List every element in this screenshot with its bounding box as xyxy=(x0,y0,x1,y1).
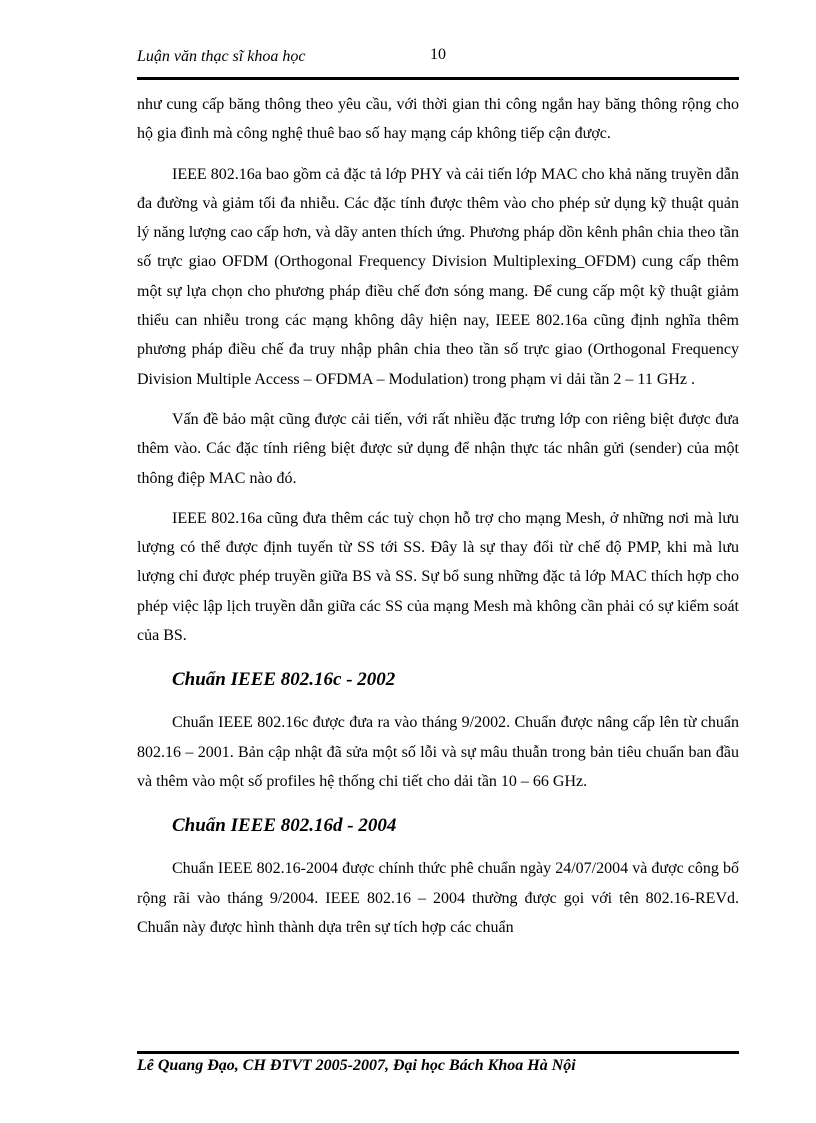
section-heading-802-16c: Chuẩn IEEE 802.16c - 2002 xyxy=(172,669,396,691)
paragraph-security: Vấn đề bảo mật cũng được cải tiến, với rất nhiều đặc trưng lớp con riêng biệt được đưa thêm vào. Các đặc tính riêng biệt được sử dụng để nhận thực tác nhân gửi (sender) của một thông điệp MAC nào đó. xyxy=(137,410,739,487)
header-title: Luận văn thạc sĩ khoa học xyxy=(137,48,306,65)
paragraph-mesh: IEEE 802.16a cũng đưa thêm các tuỳ chọn hỗ trợ cho mạng Mesh, ở những nơi mà lưu lượng có thể được định tuyến từ SS tới SS. Đây là sự thay đổi từ chế độ PMP, khi mà lưu lượng chỉ được phép truyền giữa BS và SS. Sự bổ sung những đặc tả lớp MAC thích hợp cho phép việc lập lịch truyền dẫn giữa các SS của mạng Mesh mà không cần phải có sự kiểm soát của BS. xyxy=(137,509,739,645)
paragraph-802-16c: Chuẩn IEEE 802.16c được đưa ra vào tháng 9/2002. Chuẩn được nâng cấp lên từ chuẩn 802.16 – 2001. Bản cập nhật đã sửa một số lỗi và sự mâu thuẫn trong bản tiêu chuẩn ban đầu và thêm vào một số profiles hệ thống chi tiết cho dải tần 10 – 66 GHz. xyxy=(137,714,739,790)
section-heading-802-16d: Chuẩn IEEE 802.16d - 2004 xyxy=(172,815,397,837)
page-header xyxy=(137,48,739,72)
page-body xyxy=(137,90,739,953)
paragraph-continuation: như cung cấp băng thông theo yêu cầu, với thời gian thi công ngắn hay băng thông rộng cho hộ gia đình mà công nghệ thuê bao số hay mạng cáp không tiếp cận được. xyxy=(137,96,739,143)
paragraph-802-16d: Chuẩn IEEE 802.16-2004 được chính thức phê chuẩn ngày 24/07/2004 và được công bố rộng rãi vào tháng 9/2004. IEEE 802.16 – 2004 thường được gọi với tên 802.16-REVd. Chuẩn này được hình thành dựa trên sự tích hợp các chuẩn xyxy=(137,860,739,936)
paragraph-802-16a-overview: IEEE 802.16a bao gồm cả đặc tả lớp PHY và cải tiến lớp MAC cho khả năng truyền dẫn đa đường và giảm tối đa nhiễu. Các đặc tính được thêm vào cho phép sử dụng kỹ thuật quản lý năng lượng cao cấp hơn, và dãy anten thích ứng. Phương pháp dồn kênh phân chia theo tần số trực giao OFDM (Orthogonal Frequency Division Multiplexing_OFDM) cung cấp thêm một sự lựa chọn cho phương pháp điều chế đơn sóng mang. Để cung cấp một kỹ thuật giảm thiểu can nhiễu trong các mạng không dây hiện nay, IEEE 802.16a cũng định nghĩa thêm phương pháp điều chế đa truy nhập phân chia theo tần số trực giao (Orthogonal Frequency Division Multiple Access – OFDMA – Modulation) trong phạm vi dải tần 2 – 11 GHz . xyxy=(137,165,739,388)
footer-rule xyxy=(137,1051,739,1054)
page-footer: Lê Quang Đạo, CH ĐTVT 2005-2007, Đại học Bách Khoa Hà Nội xyxy=(137,1057,576,1074)
page-number: 10 xyxy=(430,46,446,63)
header-rule xyxy=(137,77,739,80)
